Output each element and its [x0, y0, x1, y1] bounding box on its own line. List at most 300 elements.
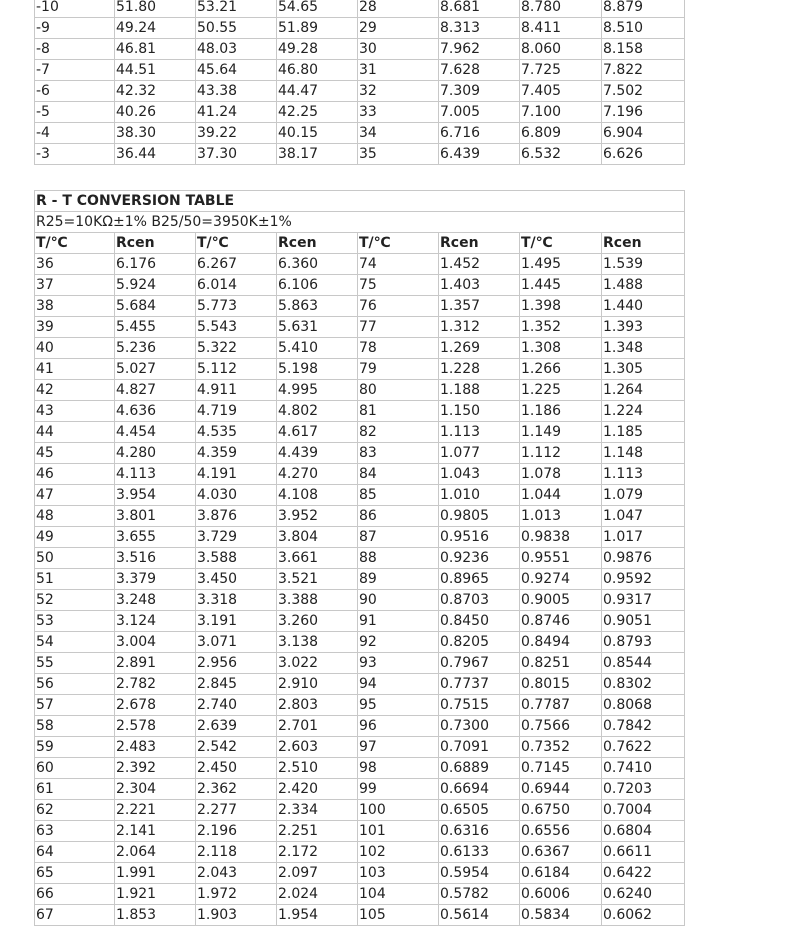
- table-cell: 36: [35, 254, 115, 275]
- table-cell: 76: [358, 296, 439, 317]
- table-cell: 65: [35, 863, 115, 884]
- table-cell: 1.348: [602, 338, 685, 359]
- table-cell: 3.260: [277, 611, 358, 632]
- table-cell: 56: [35, 674, 115, 695]
- table-cell: 3.661: [277, 548, 358, 569]
- table-cell: 2.603: [277, 737, 358, 758]
- table-cell: 4.030: [196, 485, 277, 506]
- table-cell: 0.6422: [602, 863, 685, 884]
- table-cell: 3.588: [196, 548, 277, 569]
- table-cell: 0.9236: [439, 548, 520, 569]
- table-cell: 1.150: [439, 401, 520, 422]
- table-cell: 4.802: [277, 401, 358, 422]
- table-cell: 40.15: [277, 123, 358, 144]
- table-row: [35, 254, 685, 275]
- table-cell: 2.172: [277, 842, 358, 863]
- table-row: [35, 0, 685, 18]
- table-row: [35, 39, 685, 60]
- table-title-row: [35, 191, 685, 212]
- table-cell: 1.357: [439, 296, 520, 317]
- table-cell: 3.655: [115, 527, 196, 548]
- table-cell: 64: [35, 842, 115, 863]
- table-cell: 2.141: [115, 821, 196, 842]
- table-cell: 2.334: [277, 800, 358, 821]
- table-row: [35, 464, 685, 485]
- table-cell: 29: [358, 18, 439, 39]
- table-cell: 0.7622: [602, 737, 685, 758]
- table-cell: 8.158: [602, 39, 685, 60]
- table-row: [35, 695, 685, 716]
- table-cell: 41: [35, 359, 115, 380]
- table-row: [35, 779, 685, 800]
- table-cell: 81: [358, 401, 439, 422]
- table-cell: 0.6889: [439, 758, 520, 779]
- table-cell: 3.318: [196, 590, 277, 611]
- table-cell: 2.304: [115, 779, 196, 800]
- table-title: R - T CONVERSION TABLE: [35, 191, 685, 212]
- table-cell: 4.617: [277, 422, 358, 443]
- table-row: [35, 123, 685, 144]
- table-cell: 50.55: [196, 18, 277, 39]
- table-cell: 0.7515: [439, 695, 520, 716]
- table-cell: 7.502: [602, 81, 685, 102]
- table-cell: 6.532: [520, 144, 602, 165]
- table-cell: 36.44: [115, 144, 196, 165]
- table-cell: 1.308: [520, 338, 602, 359]
- table-cell: 87: [358, 527, 439, 548]
- table-cell: 41.24: [196, 102, 277, 123]
- table-cell: -7: [35, 60, 115, 81]
- table-cell: 0.6184: [520, 863, 602, 884]
- table-cell: 0.6944: [520, 779, 602, 800]
- table-cell: 4.911: [196, 380, 277, 401]
- table-cell: 63: [35, 821, 115, 842]
- table-cell: 79: [358, 359, 439, 380]
- table-cell: 5.863: [277, 296, 358, 317]
- table-cell: 3.191: [196, 611, 277, 632]
- table-row: [35, 590, 685, 611]
- table-row: [35, 338, 685, 359]
- table-cell: 2.542: [196, 737, 277, 758]
- table-cell: 5.112: [196, 359, 277, 380]
- table-cell: 0.6611: [602, 842, 685, 863]
- table-row: [35, 611, 685, 632]
- table-row: [35, 422, 685, 443]
- table-cell: 91: [358, 611, 439, 632]
- table-row: [35, 716, 685, 737]
- table-cell: 1.077: [439, 443, 520, 464]
- table-cell: 3.952: [277, 506, 358, 527]
- table-cell: 101: [358, 821, 439, 842]
- rt-table-continued: [34, 0, 685, 165]
- table-cell: 0.9592: [602, 569, 685, 590]
- table-cell: 0.7410: [602, 758, 685, 779]
- table-cell: 2.024: [277, 884, 358, 905]
- table-cell: 54.65: [277, 0, 358, 18]
- table-cell: -8: [35, 39, 115, 60]
- table-cell: 97: [358, 737, 439, 758]
- table-cell: 7.005: [439, 102, 520, 123]
- table-cell: 6.904: [602, 123, 685, 144]
- table-cell: 39.22: [196, 123, 277, 144]
- table-cell: 7.962: [439, 39, 520, 60]
- table-cell: 37: [35, 275, 115, 296]
- table-row: [35, 401, 685, 422]
- table-cell: 38.17: [277, 144, 358, 165]
- table-cell: 40.26: [115, 102, 196, 123]
- table-row: [35, 317, 685, 338]
- table-cell: 46.81: [115, 39, 196, 60]
- table-cell: 1.972: [196, 884, 277, 905]
- table-cell: 99: [358, 779, 439, 800]
- table-cell: 0.7737: [439, 674, 520, 695]
- table-cell: 0.8544: [602, 653, 685, 674]
- table-cell: 2.701: [277, 716, 358, 737]
- table-cell: 33: [358, 102, 439, 123]
- table-cell: 6.106: [277, 275, 358, 296]
- table-cell: 1.440: [602, 296, 685, 317]
- table-cell: 1.013: [520, 506, 602, 527]
- table-cell: 0.7566: [520, 716, 602, 737]
- table-cell: 0.8703: [439, 590, 520, 611]
- table-row: [35, 758, 685, 779]
- column-header: T/℃: [358, 233, 439, 254]
- table-cell: 0.9051: [602, 611, 685, 632]
- table-row: [35, 737, 685, 758]
- table-cell: 95: [358, 695, 439, 716]
- table-row: [35, 800, 685, 821]
- table-cell: 83: [358, 443, 439, 464]
- table-cell: 3.450: [196, 569, 277, 590]
- table-cell: 39: [35, 317, 115, 338]
- table-cell: 6.360: [277, 254, 358, 275]
- table-cell: 0.8302: [602, 674, 685, 695]
- table-row: [35, 632, 685, 653]
- table-cell: 1.185: [602, 422, 685, 443]
- table-cell: 0.5954: [439, 863, 520, 884]
- table-cell: 0.6062: [602, 905, 685, 926]
- table-cell: 2.097: [277, 863, 358, 884]
- table-cell: 2.910: [277, 674, 358, 695]
- table-cell: 5.455: [115, 317, 196, 338]
- table-cell: 51.80: [115, 0, 196, 18]
- table-cell: 2.639: [196, 716, 277, 737]
- table-cell: 4.191: [196, 464, 277, 485]
- table-header-row: [35, 233, 685, 254]
- table-cell: 0.6750: [520, 800, 602, 821]
- table-cell: 5.236: [115, 338, 196, 359]
- table-cell: 28: [358, 0, 439, 18]
- table-cell: 7.628: [439, 60, 520, 81]
- table-cell: 2.362: [196, 779, 277, 800]
- table-row: [35, 359, 685, 380]
- table-cell: 6.176: [115, 254, 196, 275]
- table-cell: 51.89: [277, 18, 358, 39]
- table-cell: 0.8251: [520, 653, 602, 674]
- table-cell: 37.30: [196, 144, 277, 165]
- table-cell: 45: [35, 443, 115, 464]
- table-cell: 1.047: [602, 506, 685, 527]
- table-cell: 1.113: [602, 464, 685, 485]
- table-cell: 3.004: [115, 632, 196, 653]
- table-cell: 4.535: [196, 422, 277, 443]
- table-cell: 1.312: [439, 317, 520, 338]
- table-cell: 42.25: [277, 102, 358, 123]
- table-cell: 3.022: [277, 653, 358, 674]
- table-cell: 57: [35, 695, 115, 716]
- column-header: Rcen: [602, 233, 685, 254]
- table-cell: 3.876: [196, 506, 277, 527]
- table-cell: 2.221: [115, 800, 196, 821]
- table-cell: 1.228: [439, 359, 520, 380]
- table-cell: 0.6316: [439, 821, 520, 842]
- table-cell: 46: [35, 464, 115, 485]
- table-row: [35, 527, 685, 548]
- table-cell: 0.8450: [439, 611, 520, 632]
- table-cell: 2.450: [196, 758, 277, 779]
- table-cell: 8.060: [520, 39, 602, 60]
- table-cell: 2.740: [196, 695, 277, 716]
- rt-conversion-table: [34, 190, 685, 926]
- table-cell: 5.684: [115, 296, 196, 317]
- table-cell: 2.420: [277, 779, 358, 800]
- table-cell: 3.379: [115, 569, 196, 590]
- table-row: [35, 60, 685, 81]
- table-cell: 1.079: [602, 485, 685, 506]
- table-cell: 43.38: [196, 81, 277, 102]
- table-cell: 35: [358, 144, 439, 165]
- table-cell: 1.352: [520, 317, 602, 338]
- table-cell: 51: [35, 569, 115, 590]
- column-header: Rcen: [439, 233, 520, 254]
- column-header: Rcen: [277, 233, 358, 254]
- table-cell: 0.8965: [439, 569, 520, 590]
- column-header: Rcen: [115, 233, 196, 254]
- table-row: [35, 81, 685, 102]
- table-cell: 42: [35, 380, 115, 401]
- table-cell: 0.9876: [602, 548, 685, 569]
- table-cell: 4.454: [115, 422, 196, 443]
- table-cell: 93: [358, 653, 439, 674]
- table-cell: 61: [35, 779, 115, 800]
- table-cell: 1.393: [602, 317, 685, 338]
- table-cell: 0.8494: [520, 632, 602, 653]
- table-cell: 53: [35, 611, 115, 632]
- table-cell: 1.921: [115, 884, 196, 905]
- table-cell: 31: [358, 60, 439, 81]
- table-cell: 0.7967: [439, 653, 520, 674]
- table-row: [35, 674, 685, 695]
- table-cell: 2.782: [115, 674, 196, 695]
- table-cell: 4.719: [196, 401, 277, 422]
- table-row: [35, 275, 685, 296]
- table-cell: 1.398: [520, 296, 602, 317]
- table-cell: 75: [358, 275, 439, 296]
- table-cell: 62: [35, 800, 115, 821]
- table-cell: -3: [35, 144, 115, 165]
- table-row: [35, 569, 685, 590]
- table-cell: 80: [358, 380, 439, 401]
- table-cell: 52: [35, 590, 115, 611]
- table-row: [35, 443, 685, 464]
- table-cell: 0.5614: [439, 905, 520, 926]
- table-cell: 5.543: [196, 317, 277, 338]
- table-cell: 78: [358, 338, 439, 359]
- table-cell: 66: [35, 884, 115, 905]
- table-cell: 5.631: [277, 317, 358, 338]
- table-cell: 0.7787: [520, 695, 602, 716]
- table-cell: 2.064: [115, 842, 196, 863]
- table-cell: 96: [358, 716, 439, 737]
- table-cell: 0.6367: [520, 842, 602, 863]
- table-cell: 6.716: [439, 123, 520, 144]
- table-row: [35, 144, 685, 165]
- table-cell: 85: [358, 485, 439, 506]
- table-cell: 0.9274: [520, 569, 602, 590]
- table-cell: 0.7145: [520, 758, 602, 779]
- table-row: [35, 485, 685, 506]
- table-cell: 2.251: [277, 821, 358, 842]
- table-cell: 7.405: [520, 81, 602, 102]
- column-header: T/℃: [35, 233, 115, 254]
- table-cell: 74: [358, 254, 439, 275]
- table-cell: 43: [35, 401, 115, 422]
- table-cell: 6.626: [602, 144, 685, 165]
- table-cell: 4.270: [277, 464, 358, 485]
- table-cell: 5.198: [277, 359, 358, 380]
- table-cell: 4.995: [277, 380, 358, 401]
- table-cell: 1.488: [602, 275, 685, 296]
- table-cell: 44: [35, 422, 115, 443]
- table-cell: 0.9317: [602, 590, 685, 611]
- table-cell: 1.445: [520, 275, 602, 296]
- table-cell: 34: [358, 123, 439, 144]
- column-header: T/℃: [520, 233, 602, 254]
- table-cell: 45.64: [196, 60, 277, 81]
- table-cell: 47: [35, 485, 115, 506]
- table-cell: 50: [35, 548, 115, 569]
- table-cell: 7.100: [520, 102, 602, 123]
- table-row: [35, 653, 685, 674]
- table-cell: 1.954: [277, 905, 358, 926]
- table-cell: 0.9005: [520, 590, 602, 611]
- table-row: [35, 380, 685, 401]
- table-row: [35, 863, 685, 884]
- table-cell: 48: [35, 506, 115, 527]
- table-cell: 4.108: [277, 485, 358, 506]
- table-cell: 0.6240: [602, 884, 685, 905]
- table-cell: 55: [35, 653, 115, 674]
- table-cell: 6.809: [520, 123, 602, 144]
- table-cell: 8.510: [602, 18, 685, 39]
- table-cell: 1.224: [602, 401, 685, 422]
- table-cell: 3.729: [196, 527, 277, 548]
- table-cell: 3.071: [196, 632, 277, 653]
- table-cell: 38.30: [115, 123, 196, 144]
- table-cell: 0.8205: [439, 632, 520, 653]
- table-cell: 2.510: [277, 758, 358, 779]
- table-cell: 90: [358, 590, 439, 611]
- table-cell: 1.495: [520, 254, 602, 275]
- table-cell: 4.359: [196, 443, 277, 464]
- table-cell: 7.196: [602, 102, 685, 123]
- table-row: [35, 18, 685, 39]
- table-cell: 42.32: [115, 81, 196, 102]
- table-cell: -10: [35, 0, 115, 18]
- table-cell: 8.411: [520, 18, 602, 39]
- table-cell: 1.991: [115, 863, 196, 884]
- table-cell: 30: [358, 39, 439, 60]
- table-cell: 1.113: [439, 422, 520, 443]
- table-cell: 1.112: [520, 443, 602, 464]
- table-cell: 2.118: [196, 842, 277, 863]
- table-cell: 6.267: [196, 254, 277, 275]
- table-cell: 0.6556: [520, 821, 602, 842]
- table-row: [35, 821, 685, 842]
- table-cell: 84: [358, 464, 439, 485]
- table-cell: 4.280: [115, 443, 196, 464]
- table-cell: 1.078: [520, 464, 602, 485]
- table-cell: 49.24: [115, 18, 196, 39]
- table-cell: 1.148: [602, 443, 685, 464]
- main-table-body: [35, 191, 685, 926]
- table-cell: 8.780: [520, 0, 602, 18]
- table-cell: 102: [358, 842, 439, 863]
- table-cell: 98: [358, 758, 439, 779]
- table-cell: 49: [35, 527, 115, 548]
- table-cell: 0.7842: [602, 716, 685, 737]
- table-cell: 38: [35, 296, 115, 317]
- table-row: [35, 102, 685, 123]
- table-cell: 1.903: [196, 905, 277, 926]
- table-cell: 3.516: [115, 548, 196, 569]
- table-cell: 0.6505: [439, 800, 520, 821]
- table-subtitle-row: [35, 212, 685, 233]
- table-cell: 2.196: [196, 821, 277, 842]
- table-cell: 59: [35, 737, 115, 758]
- table-cell: 0.8746: [520, 611, 602, 632]
- table-cell: 5.322: [196, 338, 277, 359]
- table-cell: 86: [358, 506, 439, 527]
- table-cell: 3.954: [115, 485, 196, 506]
- table-cell: 58: [35, 716, 115, 737]
- table-cell: 104: [358, 884, 439, 905]
- table-cell: 3.124: [115, 611, 196, 632]
- table-cell: 0.5782: [439, 884, 520, 905]
- table-cell: 32: [358, 81, 439, 102]
- table-cell: 0.8793: [602, 632, 685, 653]
- table-cell: 7.822: [602, 60, 685, 81]
- table-cell: 2.956: [196, 653, 277, 674]
- table-cell: 1.225: [520, 380, 602, 401]
- table-row: [35, 296, 685, 317]
- table-cell: 44.47: [277, 81, 358, 102]
- table-cell: 0.7203: [602, 779, 685, 800]
- table-cell: 82: [358, 422, 439, 443]
- table-cell: 0.9838: [520, 527, 602, 548]
- table-cell: 5.027: [115, 359, 196, 380]
- table-cell: 4.827: [115, 380, 196, 401]
- table-cell: 2.891: [115, 653, 196, 674]
- table-cell: 0.8015: [520, 674, 602, 695]
- table-row: [35, 506, 685, 527]
- table-row: [35, 842, 685, 863]
- table-cell: 54: [35, 632, 115, 653]
- table-cell: 1.269: [439, 338, 520, 359]
- table-cell: 40: [35, 338, 115, 359]
- table-cell: 0.9805: [439, 506, 520, 527]
- table-cell: 1.044: [520, 485, 602, 506]
